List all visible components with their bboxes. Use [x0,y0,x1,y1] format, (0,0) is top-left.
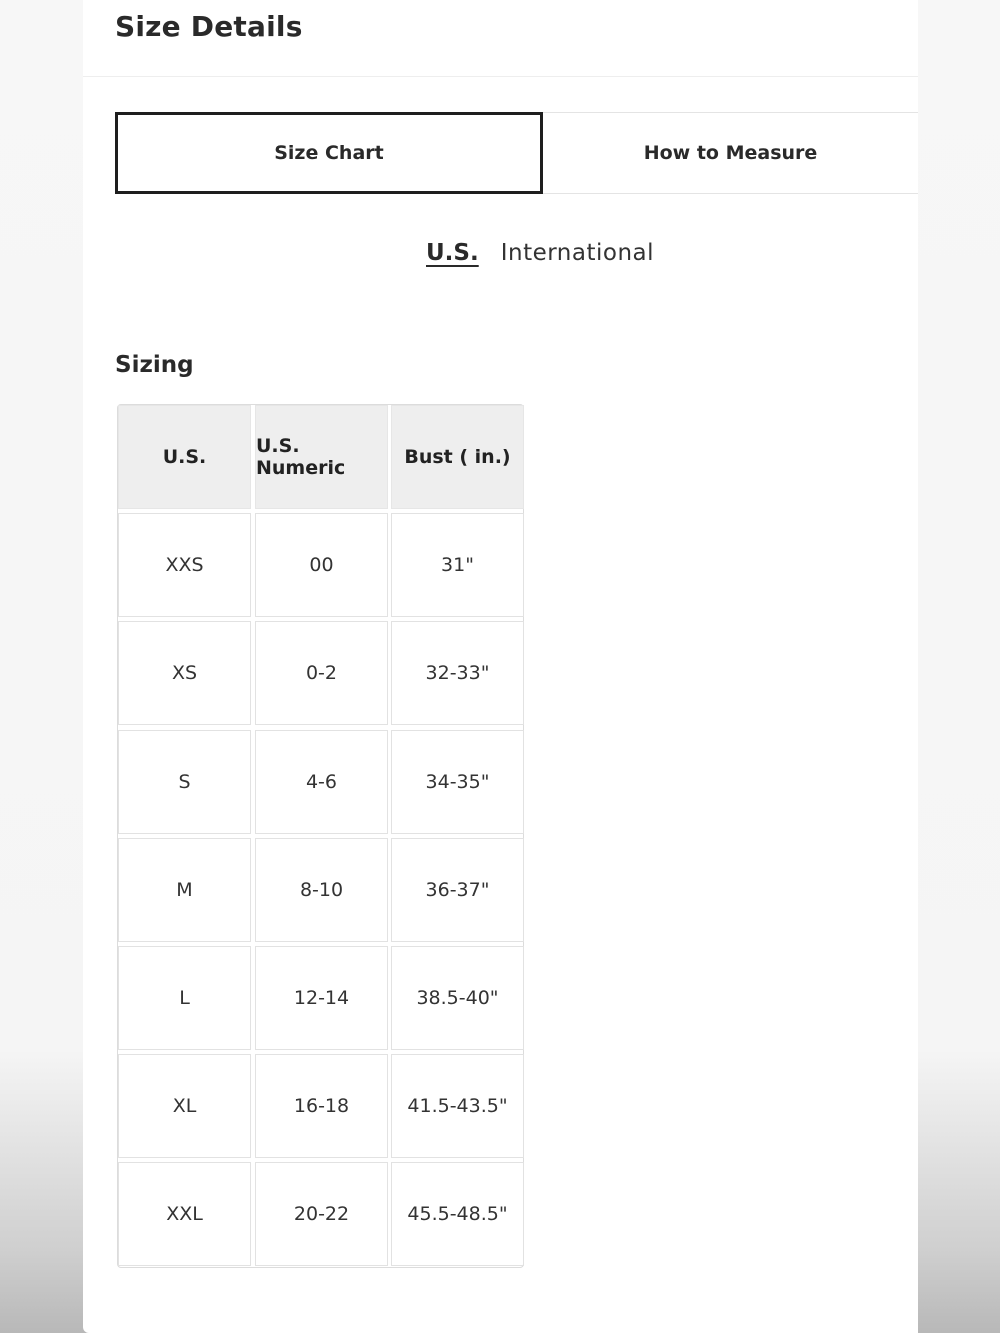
table-cell: 00 [255,513,388,617]
column-header-us-numeric: U.S. Numeric [255,405,388,509]
table-cell: M [118,838,251,942]
table-cell: L [118,946,251,1050]
table-cell: 45.5-48.5" [391,1162,524,1266]
table-cell: 12-14 [255,946,388,1050]
table-cell: XS [118,621,251,725]
title-divider [83,76,918,77]
table-cell: 32-33" [391,621,524,725]
table-cell: 8-10 [255,838,388,942]
tab-how-to-measure[interactable]: How to Measure [543,112,918,194]
table-cell: 31" [391,513,524,617]
table-cell: 34-35" [391,730,524,834]
column-header-us: U.S. [118,405,251,509]
table-cell: S [118,730,251,834]
table-cell: 20-22 [255,1162,388,1266]
sizing-table [117,404,524,1268]
tab-size-chart[interactable]: Size Chart [115,112,543,194]
column-header-bust: Bust ( in.) [391,405,524,509]
table-cell: 36-37" [391,838,524,942]
table-cell: 16-18 [255,1054,388,1158]
unit-option-us[interactable]: U.S. [426,240,479,266]
table-cell: 38.5-40" [391,946,524,1050]
tab-bar [115,112,918,194]
table-cell: 4-6 [255,730,388,834]
table-cell: XL [118,1054,251,1158]
unit-option-international[interactable]: International [500,240,655,266]
table-cell: 0-2 [255,621,388,725]
unit-toggle [426,240,654,266]
table-cell: 41.5-43.5" [391,1054,524,1158]
page-title: Size Details [115,10,303,43]
sizing-section-title: Sizing [115,352,194,378]
table-cell: XXS [118,513,251,617]
table-cell: XXL [118,1162,251,1266]
